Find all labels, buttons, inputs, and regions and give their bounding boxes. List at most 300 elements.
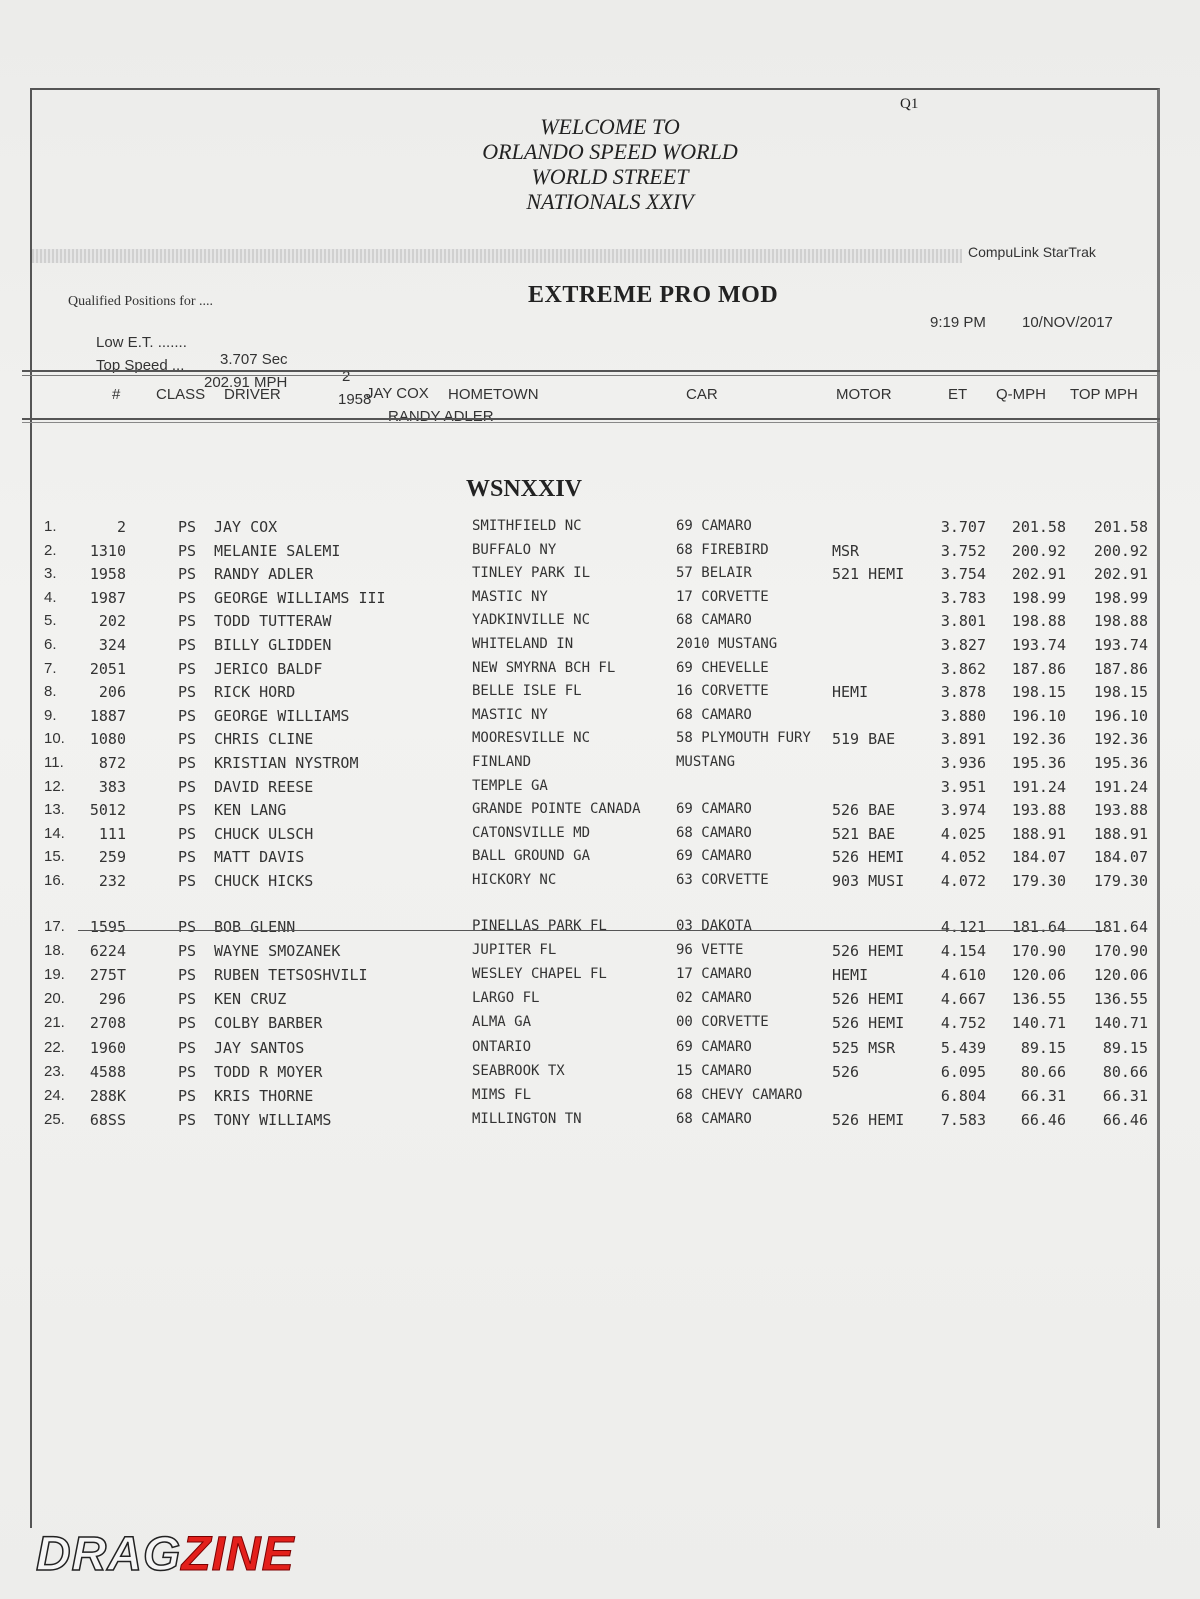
row-position: 11. <box>44 754 64 771</box>
row-car-number: 324 <box>98 636 126 654</box>
row-qmph: 80.66 <box>1020 1062 1066 1081</box>
section-title: WSNXXIV <box>466 476 583 502</box>
row-qmph: 198.88 <box>1011 612 1066 631</box>
row-class: PS <box>178 730 197 749</box>
row-qmph: 201.58 <box>1011 518 1066 536</box>
row-et: 3.707 <box>940 518 986 536</box>
row-topmph: 195.36 <box>1093 754 1148 772</box>
row-car-number: 206 <box>98 683 126 702</box>
row-driver: JERICO BALDF <box>214 659 323 678</box>
top-speed-label: Top Speed ... <box>96 357 185 374</box>
row-et: 3.936 <box>940 754 986 772</box>
row-car: 69 CAMARO <box>676 848 752 865</box>
row-position: 18. <box>44 942 65 960</box>
row-qmph: 136.55 <box>1011 990 1066 1009</box>
row-hometown: TINLEY PARK IL <box>472 565 591 582</box>
row-et: 3.891 <box>940 730 986 749</box>
row-class: PS <box>178 942 197 961</box>
row-topmph: 170.90 <box>1093 942 1148 961</box>
row-hometown: GRANDE POINTE CANADA <box>472 801 641 818</box>
row-qmph: 120.06 <box>1011 966 1066 985</box>
row-et: 4.752 <box>940 1014 986 1033</box>
row-class: PS <box>178 848 197 867</box>
row-position: 13. <box>44 801 65 819</box>
row-car-number: 202 <box>98 612 126 631</box>
row-class: PS <box>178 565 197 584</box>
row-topmph: 136.55 <box>1093 990 1148 1009</box>
row-motor: 521 BAE <box>832 824 896 843</box>
row-car-number: 1987 <box>89 588 126 607</box>
row-position: 9. <box>44 706 57 724</box>
row-et: 3.880 <box>940 706 986 725</box>
row-car: 68 CAMARO <box>676 824 752 841</box>
row-position: 12. <box>44 777 65 795</box>
row-hometown: BELLE ISLE FL <box>472 683 582 700</box>
row-position: 3. <box>44 565 57 583</box>
row-et: 4.667 <box>940 990 986 1009</box>
row-car: 58 PLYMOUTH FURY <box>676 730 811 747</box>
system-brand: CompuLink StarTrak <box>968 244 1096 260</box>
row-qmph: 192.36 <box>1011 730 1066 749</box>
row-hometown: BALL GROUND GA <box>472 848 591 865</box>
row-class: PS <box>178 518 197 536</box>
row-car-number: 296 <box>98 990 126 1009</box>
row-driver: JAY COX <box>214 518 278 536</box>
row-class: PS <box>178 541 197 560</box>
table-row <box>0 1063 1200 1085</box>
row-topmph: 66.31 <box>1102 1086 1148 1105</box>
row-topmph: 192.36 <box>1093 730 1148 749</box>
row-class: PS <box>178 872 197 890</box>
qualified-label: Qualified Positions for .... <box>68 294 214 309</box>
row-car-number: 1960 <box>89 1038 126 1057</box>
top-speed-driver: RANDY ADLER <box>388 408 494 425</box>
row-topmph: 200.92 <box>1093 541 1148 560</box>
row-driver: KEN LANG <box>214 801 287 820</box>
row-hometown: YADKINVILLE NC <box>472 612 591 629</box>
row-topmph: 66.46 <box>1102 1110 1148 1129</box>
table-row <box>0 1014 1200 1036</box>
row-qmph: 195.36 <box>1011 754 1066 772</box>
row-hometown: FINLAND <box>472 754 532 770</box>
row-topmph: 179.30 <box>1093 872 1148 890</box>
row-driver: JAY SANTOS <box>214 1038 305 1057</box>
low-et-car: 2 <box>342 368 351 385</box>
row-car: 68 FIREBIRD <box>676 541 769 558</box>
row-driver: MATT DAVIS <box>214 848 305 867</box>
row-qmph: 170.90 <box>1011 942 1066 961</box>
table-row <box>0 990 1200 1012</box>
sheet-id: Q1 <box>900 96 919 112</box>
row-driver: WAYNE SMOZANEK <box>214 942 341 961</box>
table-row <box>0 683 1200 705</box>
row-et: 3.783 <box>940 588 986 607</box>
table-row <box>0 565 1200 587</box>
event-title <box>440 114 780 214</box>
row-qmph: 181.64 <box>1011 918 1066 936</box>
row-car-number: 232 <box>98 872 126 890</box>
row-hometown: ONTARIO <box>472 1038 532 1055</box>
row-car: 68 CAMARO <box>676 612 752 629</box>
row-hometown: TEMPLE GA <box>472 777 548 794</box>
low-et-driver: JAY COX <box>366 385 429 402</box>
row-position: 19. <box>44 966 65 984</box>
row-et: 3.827 <box>940 636 986 654</box>
row-car-number: 259 <box>98 848 126 867</box>
table-row <box>0 542 1200 564</box>
dragzine-logo <box>36 1530 295 1580</box>
row-position: 10. <box>44 730 65 748</box>
event-title-line: WORLD STREET <box>531 164 689 189</box>
row-topmph: 120.06 <box>1093 966 1148 985</box>
row-driver: BOB GLENN <box>214 918 296 936</box>
row-driver: CHUCK HICKS <box>214 872 314 890</box>
row-position: 23. <box>44 1062 65 1080</box>
row-car-number: 1080 <box>89 730 126 749</box>
row-driver: GEORGE WILLIAMS <box>214 706 350 725</box>
row-qmph: 188.91 <box>1011 824 1066 843</box>
row-hometown: CATONSVILLE MD <box>472 824 591 841</box>
row-class: PS <box>178 1086 197 1105</box>
row-hometown: MILLINGTON TN <box>472 1110 582 1127</box>
row-topmph: 201.58 <box>1093 518 1148 536</box>
row-qmph: 187.86 <box>1011 659 1066 678</box>
row-car: 68 CAMARO <box>676 1110 752 1127</box>
row-hometown: LARGO FL <box>472 990 540 1007</box>
row-car: 69 CAMARO <box>676 801 752 818</box>
row-driver: MELANIE SALEMI <box>214 541 341 560</box>
row-motor: 526 HEMI <box>832 848 905 867</box>
print-date: 10/NOV/2017 <box>1022 314 1113 331</box>
row-class: PS <box>178 918 197 936</box>
row-car-number: 111 <box>98 824 126 843</box>
low-et-value: 3.707 Sec <box>220 351 288 368</box>
row-motor: MSR <box>832 541 860 560</box>
row-position: 4. <box>44 588 57 606</box>
row-hometown: MASTIC NY <box>472 588 548 605</box>
row-motor: 526 HEMI <box>832 942 905 961</box>
row-position: 17. <box>44 918 65 935</box>
row-topmph: 202.91 <box>1093 565 1148 584</box>
row-car-number: 2 <box>116 518 126 536</box>
table-row <box>0 1039 1200 1061</box>
row-car: 17 CAMARO <box>676 966 752 983</box>
row-car-number: 275T <box>89 966 126 985</box>
row-car: 68 CHEVY CAMARO <box>676 1086 803 1103</box>
column-header-rule-top <box>22 370 1160 376</box>
row-et: 4.052 <box>940 848 986 867</box>
table-row <box>0 942 1200 964</box>
row-hometown: ALMA GA <box>472 1014 532 1031</box>
row-qmph: 198.15 <box>1011 683 1066 702</box>
row-qmph: 66.46 <box>1020 1110 1066 1129</box>
col-topmph: TOP MPH <box>1070 386 1138 403</box>
row-driver: RUBEN TETSOSHVILI <box>214 966 368 985</box>
row-car-number: 68SS <box>89 1110 126 1129</box>
column-header-rule-bottom <box>22 418 1160 423</box>
row-hometown: BUFFALO NY <box>472 541 557 558</box>
table-row <box>0 589 1200 611</box>
row-class: PS <box>178 612 197 631</box>
table-row <box>0 778 1200 800</box>
row-driver: COLBY BARBER <box>214 1014 323 1033</box>
row-et: 4.610 <box>940 966 986 985</box>
row-position: 15. <box>44 848 65 866</box>
row-driver: DAVID REESE <box>214 777 314 796</box>
table-row <box>0 636 1200 658</box>
row-class: PS <box>178 1062 197 1081</box>
table-row <box>0 801 1200 823</box>
row-et: 4.154 <box>940 942 986 961</box>
row-motor: 525 MSR <box>832 1038 896 1057</box>
col-driver: DRIVER <box>224 386 281 403</box>
row-et: 3.801 <box>940 612 986 631</box>
row-driver: RANDY ADLER <box>214 565 314 584</box>
row-car: 2010 MUSTANG <box>676 636 778 652</box>
row-car: 69 CAMARO <box>676 518 752 534</box>
table-row <box>0 918 1200 940</box>
table-row <box>0 707 1200 729</box>
row-motor: 903 MUSI <box>832 872 905 890</box>
row-et: 3.862 <box>940 659 986 678</box>
row-hometown: MASTIC NY <box>472 706 548 723</box>
row-topmph: 191.24 <box>1093 777 1148 796</box>
row-topmph: 198.15 <box>1093 683 1148 702</box>
row-position: 1. <box>44 518 57 535</box>
row-car-number: 383 <box>98 777 126 796</box>
row-motor: HEMI <box>832 683 869 702</box>
row-position: 24. <box>44 1086 65 1104</box>
table-row <box>0 754 1200 776</box>
row-car: 17 CORVETTE <box>676 588 769 605</box>
row-hometown: SMITHFIELD NC <box>472 518 582 534</box>
row-driver: KRISTIAN NYSTROM <box>214 754 359 772</box>
row-et: 4.121 <box>940 918 986 936</box>
row-motor: 526 BAE <box>832 801 896 820</box>
row-et: 6.804 <box>940 1086 986 1105</box>
row-car-number: 2051 <box>89 659 126 678</box>
row-car-number: 6224 <box>89 942 126 961</box>
row-class: PS <box>178 824 197 843</box>
row-class: PS <box>178 801 197 820</box>
row-motor: 521 HEMI <box>832 565 905 584</box>
row-et: 3.878 <box>940 683 986 702</box>
row-topmph: 140.71 <box>1093 1014 1148 1033</box>
row-car-number: 1310 <box>89 541 126 560</box>
row-class: PS <box>178 706 197 725</box>
row-hometown: JUPITER FL <box>472 942 557 959</box>
row-hometown: NEW SMYRNA BCH FL <box>472 659 616 676</box>
col-num: # <box>112 386 121 403</box>
row-car-number: 288K <box>89 1086 126 1105</box>
row-topmph: 187.86 <box>1093 659 1148 678</box>
row-car: 68 CAMARO <box>676 706 752 723</box>
top-speed-car: 1958 <box>338 391 372 408</box>
row-qmph: 89.15 <box>1020 1038 1066 1057</box>
row-topmph: 193.88 <box>1093 801 1148 820</box>
row-driver: CHUCK ULSCH <box>214 824 314 843</box>
row-car-number: 2708 <box>89 1014 126 1033</box>
row-class: PS <box>178 1110 197 1129</box>
print-time: 9:19 PM <box>930 314 986 331</box>
event-title-line: WELCOME TO <box>540 114 680 139</box>
table-row <box>0 872 1200 894</box>
row-qmph: 200.92 <box>1011 541 1066 560</box>
event-title-line: NATIONALS XXIV <box>526 189 694 214</box>
row-et: 3.752 <box>940 541 986 560</box>
row-car-number: 872 <box>98 754 126 772</box>
row-driver: KRIS THORNE <box>214 1086 314 1105</box>
row-car-number: 5012 <box>89 801 126 820</box>
row-hometown: WESLEY CHAPEL FL <box>472 966 607 983</box>
row-driver: RICK HORD <box>214 683 296 702</box>
row-topmph: 193.74 <box>1093 636 1148 654</box>
col-car: CAR <box>686 386 718 403</box>
row-et: 3.754 <box>940 565 986 584</box>
row-class: PS <box>178 1038 197 1057</box>
row-qmph: 193.74 <box>1011 636 1066 654</box>
row-car: 63 CORVETTE <box>676 872 769 888</box>
logo-part-drag: DRAG <box>36 1528 182 1581</box>
table-row <box>0 730 1200 752</box>
row-topmph: 196.10 <box>1093 706 1148 725</box>
row-car: 96 VETTE <box>676 942 744 959</box>
logo-part-zine: ZINE <box>181 1528 295 1581</box>
table-row <box>0 518 1200 540</box>
row-position: 16. <box>44 872 65 889</box>
row-motor: HEMI <box>832 966 869 985</box>
table-row <box>0 660 1200 682</box>
table-row <box>0 1111 1200 1133</box>
row-class: PS <box>178 990 197 1009</box>
row-car-number: 4588 <box>89 1062 126 1081</box>
row-topmph: 181.64 <box>1093 918 1148 936</box>
row-motor: 526 HEMI <box>832 990 905 1009</box>
row-motor: 526 <box>832 1062 860 1081</box>
row-topmph: 184.07 <box>1093 848 1148 867</box>
row-motor: 526 HEMI <box>832 1014 905 1033</box>
row-hometown: HICKORY NC <box>472 872 557 888</box>
row-position: 7. <box>44 659 57 677</box>
header-rule <box>32 249 962 263</box>
row-et: 6.095 <box>940 1062 986 1081</box>
row-driver: GEORGE WILLIAMS III <box>214 588 386 607</box>
row-car: 57 BELAIR <box>676 565 752 582</box>
row-motor: 526 HEMI <box>832 1110 905 1129</box>
row-class: PS <box>178 966 197 985</box>
row-et: 3.951 <box>940 777 986 796</box>
row-hometown: MIMS FL <box>472 1086 532 1103</box>
top-speed-value: 202.91 MPH <box>204 374 288 391</box>
row-topmph: 188.91 <box>1093 824 1148 843</box>
row-car: 02 CAMARO <box>676 990 752 1007</box>
row-driver: KEN CRUZ <box>214 990 287 1009</box>
row-class: PS <box>178 683 197 702</box>
row-topmph: 89.15 <box>1102 1038 1148 1057</box>
row-topmph: 198.88 <box>1093 612 1148 631</box>
row-qmph: 193.88 <box>1011 801 1066 820</box>
row-et: 7.583 <box>940 1110 986 1129</box>
table-row <box>0 825 1200 847</box>
row-class: PS <box>178 659 197 678</box>
row-qmph: 140.71 <box>1011 1014 1066 1033</box>
table-row <box>0 848 1200 870</box>
row-driver: TONY WILLIAMS <box>214 1110 332 1129</box>
qualifying-cutoff-line <box>78 930 1112 931</box>
row-position: 25. <box>44 1110 65 1128</box>
row-driver: BILLY GLIDDEN <box>214 636 332 654</box>
row-car: MUSTANG <box>676 754 736 770</box>
row-position: 20. <box>44 990 65 1008</box>
row-position: 6. <box>44 636 57 653</box>
row-qmph: 196.10 <box>1011 706 1066 725</box>
row-qmph: 66.31 <box>1020 1086 1066 1105</box>
row-class: PS <box>178 636 197 654</box>
row-class: PS <box>178 588 197 607</box>
row-hometown: MOORESVILLE NC <box>472 730 591 747</box>
row-et: 5.439 <box>940 1038 986 1057</box>
row-et: 4.025 <box>940 824 986 843</box>
row-position: 2. <box>44 541 57 559</box>
row-car-number: 1595 <box>89 918 126 936</box>
row-et: 4.072 <box>940 872 986 890</box>
table-row <box>0 1087 1200 1109</box>
row-position: 8. <box>44 683 57 701</box>
row-driver: TODD R MOYER <box>214 1062 323 1081</box>
row-motor: 519 BAE <box>832 730 896 749</box>
row-topmph: 198.99 <box>1093 588 1148 607</box>
row-qmph: 184.07 <box>1011 848 1066 867</box>
row-hometown: WHITELAND IN <box>472 636 574 652</box>
col-qmph: Q-MPH <box>996 386 1046 403</box>
row-position: 14. <box>44 824 65 842</box>
col-motor: MOTOR <box>836 386 892 403</box>
table-row <box>0 612 1200 634</box>
row-car: 00 CORVETTE <box>676 1014 769 1031</box>
row-car: 15 CAMARO <box>676 1062 752 1079</box>
row-hometown: PINELLAS PARK FL <box>472 918 607 934</box>
row-driver: CHRIS CLINE <box>214 730 314 749</box>
row-position: 21. <box>44 1014 65 1032</box>
row-topmph: 80.66 <box>1102 1062 1148 1081</box>
row-qmph: 198.99 <box>1011 588 1066 607</box>
row-qmph: 179.30 <box>1011 872 1066 890</box>
row-driver: TODD TUTTERAW <box>214 612 332 631</box>
row-class: PS <box>178 1014 197 1033</box>
row-et: 3.974 <box>940 801 986 820</box>
class-title: EXTREME PRO MOD <box>528 282 779 308</box>
row-car: 16 CORVETTE <box>676 683 769 700</box>
col-class: CLASS <box>156 386 206 403</box>
row-car-number: 1958 <box>89 565 126 584</box>
row-car: 69 CHEVELLE <box>676 659 769 676</box>
row-class: PS <box>178 777 197 796</box>
row-qmph: 202.91 <box>1011 565 1066 584</box>
row-car: 69 CAMARO <box>676 1038 752 1055</box>
col-et: ET <box>948 386 968 403</box>
row-class: PS <box>178 754 197 772</box>
low-et-label: Low E.T. ....... <box>96 334 187 351</box>
table-row <box>0 966 1200 988</box>
row-car: 03 DAKOTA <box>676 918 752 934</box>
event-title-line: ORLANDO SPEED WORLD <box>482 139 738 164</box>
row-qmph: 191.24 <box>1011 777 1066 796</box>
row-hometown: SEABROOK TX <box>472 1062 565 1079</box>
row-car-number: 1887 <box>89 706 126 725</box>
col-hometown: HOMETOWN <box>448 386 539 403</box>
row-position: 5. <box>44 612 57 630</box>
row-position: 22. <box>44 1038 65 1056</box>
